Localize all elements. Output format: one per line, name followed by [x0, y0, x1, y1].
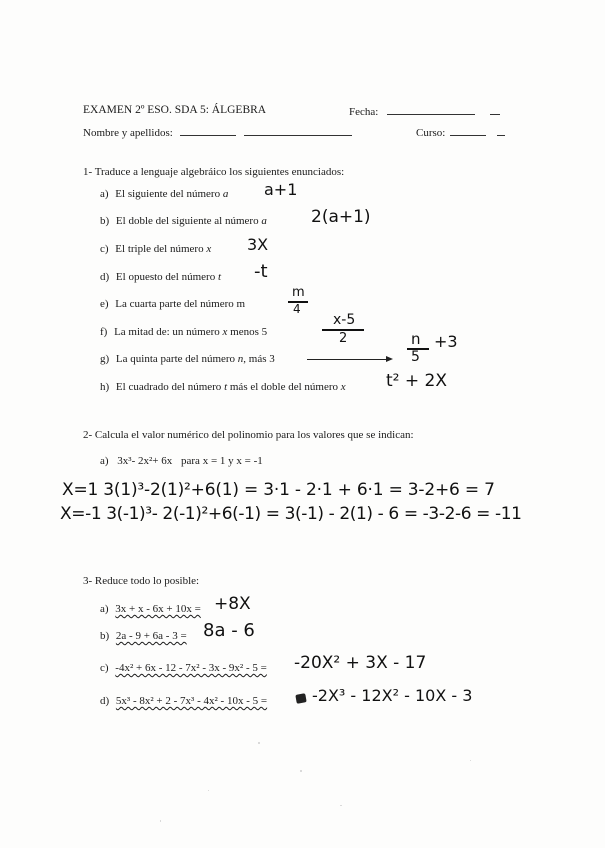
date-label [349, 104, 500, 118]
item-expr: 2a - 9 + 6a - 3 = [115, 630, 187, 642]
section2-title: 2- Calcula el valor numérico del polinomio para los valores que se indican: [83, 429, 414, 441]
item-letter: h) [100, 381, 110, 393]
course-row [416, 125, 505, 139]
s1-answer-g-num: n [411, 330, 421, 348]
item-text: El cuadrado del número [115, 381, 222, 393]
s2-work-line1: X=1 3(1)³-2(1)²+6(1) = 3·1 - 2·1 + 6·1 = 3-2+6 = 7 [62, 480, 495, 500]
scribble-mark-icon [295, 693, 306, 704]
s1-item-a [100, 188, 228, 200]
item-var: a [222, 188, 229, 200]
s1-answer-e-num: m [292, 285, 305, 300]
item-text: El doble del siguiente al número [115, 215, 259, 227]
s1-item-f [100, 326, 267, 338]
item-letter: f) [100, 326, 108, 338]
item-var: x [222, 326, 228, 338]
scan-speck [160, 820, 161, 822]
s3-answer-b: 8a - 6 [203, 620, 255, 641]
s1-answer-h: t² + 2X [386, 371, 447, 391]
course-field[interactable] [450, 125, 486, 136]
s1-g-arrow-line [307, 359, 387, 360]
s1-answer-a: a+1 [264, 180, 298, 199]
course-label: Curso: [416, 127, 446, 139]
s3-answer-a: +8X [214, 594, 251, 614]
item-letter: c) [100, 662, 109, 674]
values-text: para x = 1 y x = -1 [181, 455, 263, 467]
scan-speck [300, 770, 302, 772]
item-var: t [224, 381, 228, 393]
item-letter: c) [100, 243, 109, 255]
item-letter: b) [100, 215, 110, 227]
item-text: La cuarta parte del número m [115, 298, 246, 310]
item-expr: 3x + x - 6x + 10x = [115, 603, 201, 615]
name-field[interactable] [180, 125, 236, 136]
item-letter: a) [100, 188, 109, 200]
item-letter: a) [100, 455, 109, 467]
polynomial: 3x³- 2x²+ 6x [117, 455, 173, 467]
item-text-after: , más 3 [243, 353, 275, 365]
item-letter: e) [100, 298, 109, 310]
s2-item-a [100, 455, 263, 467]
s1-item-d [100, 271, 221, 283]
s3-item-d [100, 695, 267, 707]
item-expr: 5x³ - 8x² + 2 - 7x³ - 4x² - 10x - 5 = [115, 695, 268, 707]
item-var2: x [340, 381, 346, 393]
scan-speck [340, 805, 342, 806]
item-text: El triple del número [115, 243, 204, 255]
item-letter: d) [100, 695, 110, 707]
s1-answer-f-num: x-5 [333, 312, 356, 328]
s3-item-b [100, 630, 187, 642]
s1-answer-g-extra: +3 [434, 332, 458, 351]
s1-item-c [100, 243, 211, 255]
name-label: Nombre y apellidos: [83, 127, 173, 139]
name-row [83, 125, 352, 139]
date-field-extra[interactable] [490, 104, 500, 115]
item-letter: b) [100, 630, 110, 642]
section3-title: 3- Reduce todo lo posible: [83, 575, 200, 587]
surname-field[interactable] [244, 125, 352, 136]
s1-answer-e-den: 4 [293, 302, 301, 316]
item-text: El siguiente del número [115, 188, 221, 200]
exam-title: EXAMEN 2º ESO. SDA 5: ÁLGEBRA [83, 104, 267, 116]
item-var: t [217, 271, 222, 283]
scan-speck [470, 760, 471, 761]
item-var: n [237, 353, 244, 365]
item-letter: g) [100, 353, 110, 365]
course-field-extra[interactable] [497, 125, 505, 136]
s1-answer-d: -t [254, 261, 268, 282]
item-var: a [261, 215, 267, 227]
s3-answer-d: -2X³ - 12X² - 10X - 3 [312, 686, 473, 705]
s3-item-a [100, 603, 201, 615]
s3-answer-c: -20X² + 3X - 17 [294, 653, 427, 673]
item-letter: d) [100, 271, 110, 283]
date-label-text: Fecha: [349, 106, 379, 118]
s2-work-line2: X=-1 3(-1)³- 2(-1)²+6(-1) = 3(-1) - 2(1) - 6 = -3-2-6 = -11 [60, 504, 522, 524]
item-text: La quinta parte del número [115, 353, 236, 365]
s1-item-e [100, 298, 245, 310]
item-text: La mitad de: un número [114, 326, 220, 338]
s1-answer-g-den: 5 [411, 349, 420, 365]
item-text: El opuesto del número [115, 271, 216, 283]
s1-item-b [100, 215, 267, 227]
s1-answer-c: 3X [247, 235, 269, 254]
scan-speck [208, 790, 209, 791]
s1-g-arrow-head-icon [386, 356, 393, 362]
date-field[interactable] [387, 104, 475, 115]
scan-speck [258, 742, 260, 744]
item-text-after: más el doble del número [229, 381, 339, 393]
item-letter: a) [100, 603, 109, 615]
item-expr: -4x² + 6x - 12 - 7x² - 3x - 9x² - 5 = [115, 662, 267, 674]
s1-item-h [100, 381, 346, 393]
item-var: x [206, 243, 212, 255]
s1-answer-b: 2(a+1) [311, 207, 371, 227]
item-text-after: menos 5 [230, 326, 268, 338]
s1-answer-f-den: 2 [339, 331, 348, 346]
section1-title: 1- Traduce a lenguaje algebráico los siguientes enunciados: [83, 166, 345, 178]
s3-item-c [100, 662, 267, 674]
s1-item-g [100, 353, 275, 365]
